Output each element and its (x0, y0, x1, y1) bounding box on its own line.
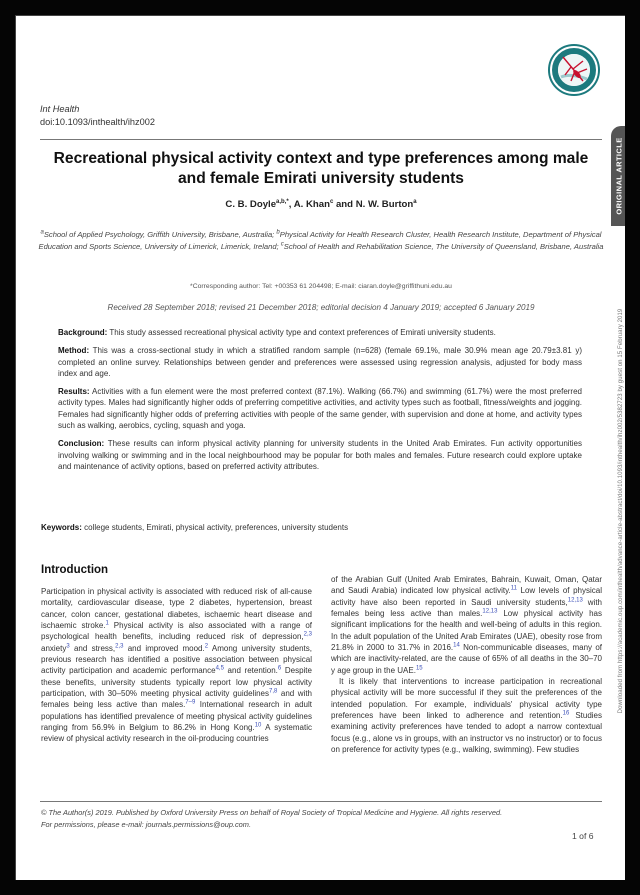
affiliation-marker: b (276, 229, 280, 236)
abstract-label: Method: (58, 346, 90, 356)
citation-link[interactable]: 7–9 (185, 699, 196, 706)
affiliation-marker: a (40, 229, 44, 236)
author-name: A. Khan (293, 199, 330, 210)
permissions-line: For permissions, please e-mail: journals.permissions@oup.com. (41, 820, 252, 829)
citation-link[interactable]: 6 (277, 665, 282, 672)
paragraph: of the Arabian Gulf (United Arab Emirates, Bahrain, Kuwait, Oman, Qatar and Saudi Arabia) indicated low physical activity.$^{11}$ Low levels of physical activity have also been reported in Saudi university students,$^{12,13}$ with females being less active than males.$^{12,13}$ Low physical activity has significant implications for the health and well-being of adults in this region. In the adult population of the United Arab Emirates (UAE), obesity rose from 21.8% in 2000 to 31.7% in 2016.14 Non-communicable diseases, many of which are inactivity-related, are the cause of 65% of all deaths in the 30–70 y age group in the UAE.$^{15}$ (331, 575, 602, 675)
keywords-text: college students, Emirati, physical activity, preferences, university students (81, 523, 349, 532)
original-article-tab (611, 126, 625, 226)
citation-link[interactable]: 2 (204, 643, 209, 650)
author-affiliation-marker: a,b,* (276, 198, 289, 205)
citation-link[interactable]: 10 (254, 722, 262, 729)
copyright-line: © The Author(s) 2019. Published by Oxford University Press on behalf of Royal Society of Tropical Medicine and Hygiene. All rights reserved. (41, 808, 503, 817)
abstract-text: Activities with a fun element were the most preferred context (87.1%). Walking (66.7%) and swimming (61.7%) were the most preferred activity types. Males had significantly higher odds of preferring competitive activities, and activity types such as football, fitness/weights and jogging. Females had significantly higher odds of preferring activities with people of the same gender, with supervision and done at home, and activity types such as walking, aerobics, cycling, squash and yoga. (58, 387, 582, 431)
abstract-label: Background: (58, 328, 108, 337)
paragraph: It is likely that interventions to increase participation in recreational physical activity will be more successful if they suit the preferences of the intended population. For example, individuals' physical activity type preferences have been linked to adherence and retention.$^{16}$ Studies examining activity preferences have tended to adopt a narrow contextual focus (e.g., alone vs in groups, with an instructor vs no instructor) or to focus on preference for activity types (e.g., walking, swimming). Few studies (331, 677, 602, 755)
citation-link[interactable]: 1 (105, 620, 109, 627)
abstract-results (58, 386, 582, 431)
citation-link[interactable]: 3 (66, 643, 70, 650)
abstract-text: This study assessed recreational physical activity type and context preferences of Emirati university students. (107, 328, 496, 337)
paragraph: Participation in physical activity is associated with reduced risk of all-cause mortality, cardiovascular disease, type 2 diabetes, hypertension, breast cancer, colon cancer, gestational diabetes, ischaemic heart disease and ischaemic stroke.$^1$ Physical activity is also associated with a range of psychological health benefits, including reduced risk of depression,$^{2,3}$ anxiety$^3$ and stress,$^{2,3}$ and improved mood.$^2$ Among university students, previous research has identified a positive association between physical activity participation and academic performance$^{4,5}$ and retention.$^6$ Despite these benefits, university students typically report low physical activity participation, with 30–50% meeting physical activity guidelines$^{7,8}$ and with females being less active than males.$^{7-9}$ International research in adult populations has identified prevalence of meeting physical activity guidelines ranging from 56.9% in Belgium to 86.2% in Hong Kong.$^{10}$ A systematic review of physical activity research in the oil-producing countries (41, 587, 313, 744)
citation-link[interactable]: 4,5 (215, 665, 224, 672)
watermark-text: Downloaded from https://academic.oup.com/inthealth/advance-article-abstract/doi/10.1093/inthealth/ihz002/5382723 by guest on 15 February 2019 (618, 308, 624, 714)
author-list (46, 199, 596, 210)
corresponding-author: *Corresponding author: Tel: +00353 61 204498; E-mail: ciaran.doyle@griffithuni.edu.au (190, 283, 452, 290)
journal-name: Int Health (40, 104, 80, 114)
page-number: 1 of 6 (572, 831, 594, 841)
abstract-method (58, 345, 582, 379)
body-column-left (41, 586, 312, 745)
citation-link[interactable]: 2,3 (115, 643, 124, 650)
author-affiliation-marker: a (413, 198, 417, 205)
author-affiliation-marker: c (329, 198, 334, 205)
abstract-label: Results: (58, 387, 90, 397)
article-title: Recreational physical activity context and type preferences among male and female Emirati university students (53, 150, 589, 187)
header-divider (40, 139, 602, 140)
affiliation-text: Physical Activity for Health Research Cluster, Health Research Institute, Department of Physical Education and Sports Science, University of Limerick, Limerick, Ireland; (38, 230, 602, 251)
affiliation-text: School of Health and Rehabilitation Science, The University of Queensland, Brisbane, Australia (283, 241, 604, 251)
citation-link[interactable]: 7,8 (269, 688, 278, 695)
citation-link[interactable]: 15 (415, 665, 423, 672)
citation-link[interactable]: 14 (453, 642, 460, 649)
doi: doi:10.1093/inthealth/ihz002 (40, 117, 155, 127)
abstract-conclusion (58, 438, 582, 472)
author-name: N. W. Burton (355, 199, 414, 210)
author-name: C. B. Doyle (225, 199, 277, 210)
article-page (15, 15, 625, 880)
abstract-background (58, 327, 582, 338)
copyright-notice (41, 807, 611, 831)
citation-link[interactable]: 16 (562, 710, 570, 717)
keywords (41, 523, 348, 532)
citation-link[interactable]: 2,3 (303, 631, 312, 638)
body-column-right (331, 574, 602, 756)
author-separator: and (333, 199, 356, 210)
received-dates: Received 28 September 2018; revised 21 December 2018; editorial decision 4 January 2019; accepted 6 January 2019 (107, 303, 535, 312)
citation-link[interactable]: 12,13 (567, 597, 583, 604)
affiliations (38, 229, 604, 252)
affiliation-marker: c (280, 240, 284, 247)
society-logo-icon (547, 43, 601, 97)
original-article-label: ORIGINAL ARTICLE (614, 137, 624, 215)
keywords-label: Keywords: (41, 523, 82, 532)
abstract (58, 327, 582, 479)
section-heading-introduction: Introduction (41, 564, 109, 576)
citation-link[interactable]: 12,13 (482, 608, 498, 615)
download-watermark (616, 231, 625, 791)
abstract-text: This was a cross-sectional study in which a stratified random sample (n=628) (female 69.1%, male 30.9% mean age 20.79±3.81 y) completed an online survey. Relationships between gender and preferences were assessed using regression analysis, adjusted for body mass index and age. (58, 346, 582, 378)
author-separator: , (288, 199, 294, 210)
citation-link[interactable]: 11 (510, 585, 517, 592)
journal-info (40, 103, 155, 129)
abstract-text: These results can inform physical activity planning for university students in the United Arab Emirates. Fun activity opportunities involving walking or swimming and in the local neighbourhood may be popular for both males and females. Future research could explore uptake and maintenance of activity options, based on preferred activity attributes. (58, 439, 582, 471)
abstract-label: Conclusion: (58, 439, 105, 449)
footer-divider (40, 801, 602, 802)
affiliation-text: School of Applied Psychology, Griffith University, Brisbane, Australia; (43, 230, 277, 239)
